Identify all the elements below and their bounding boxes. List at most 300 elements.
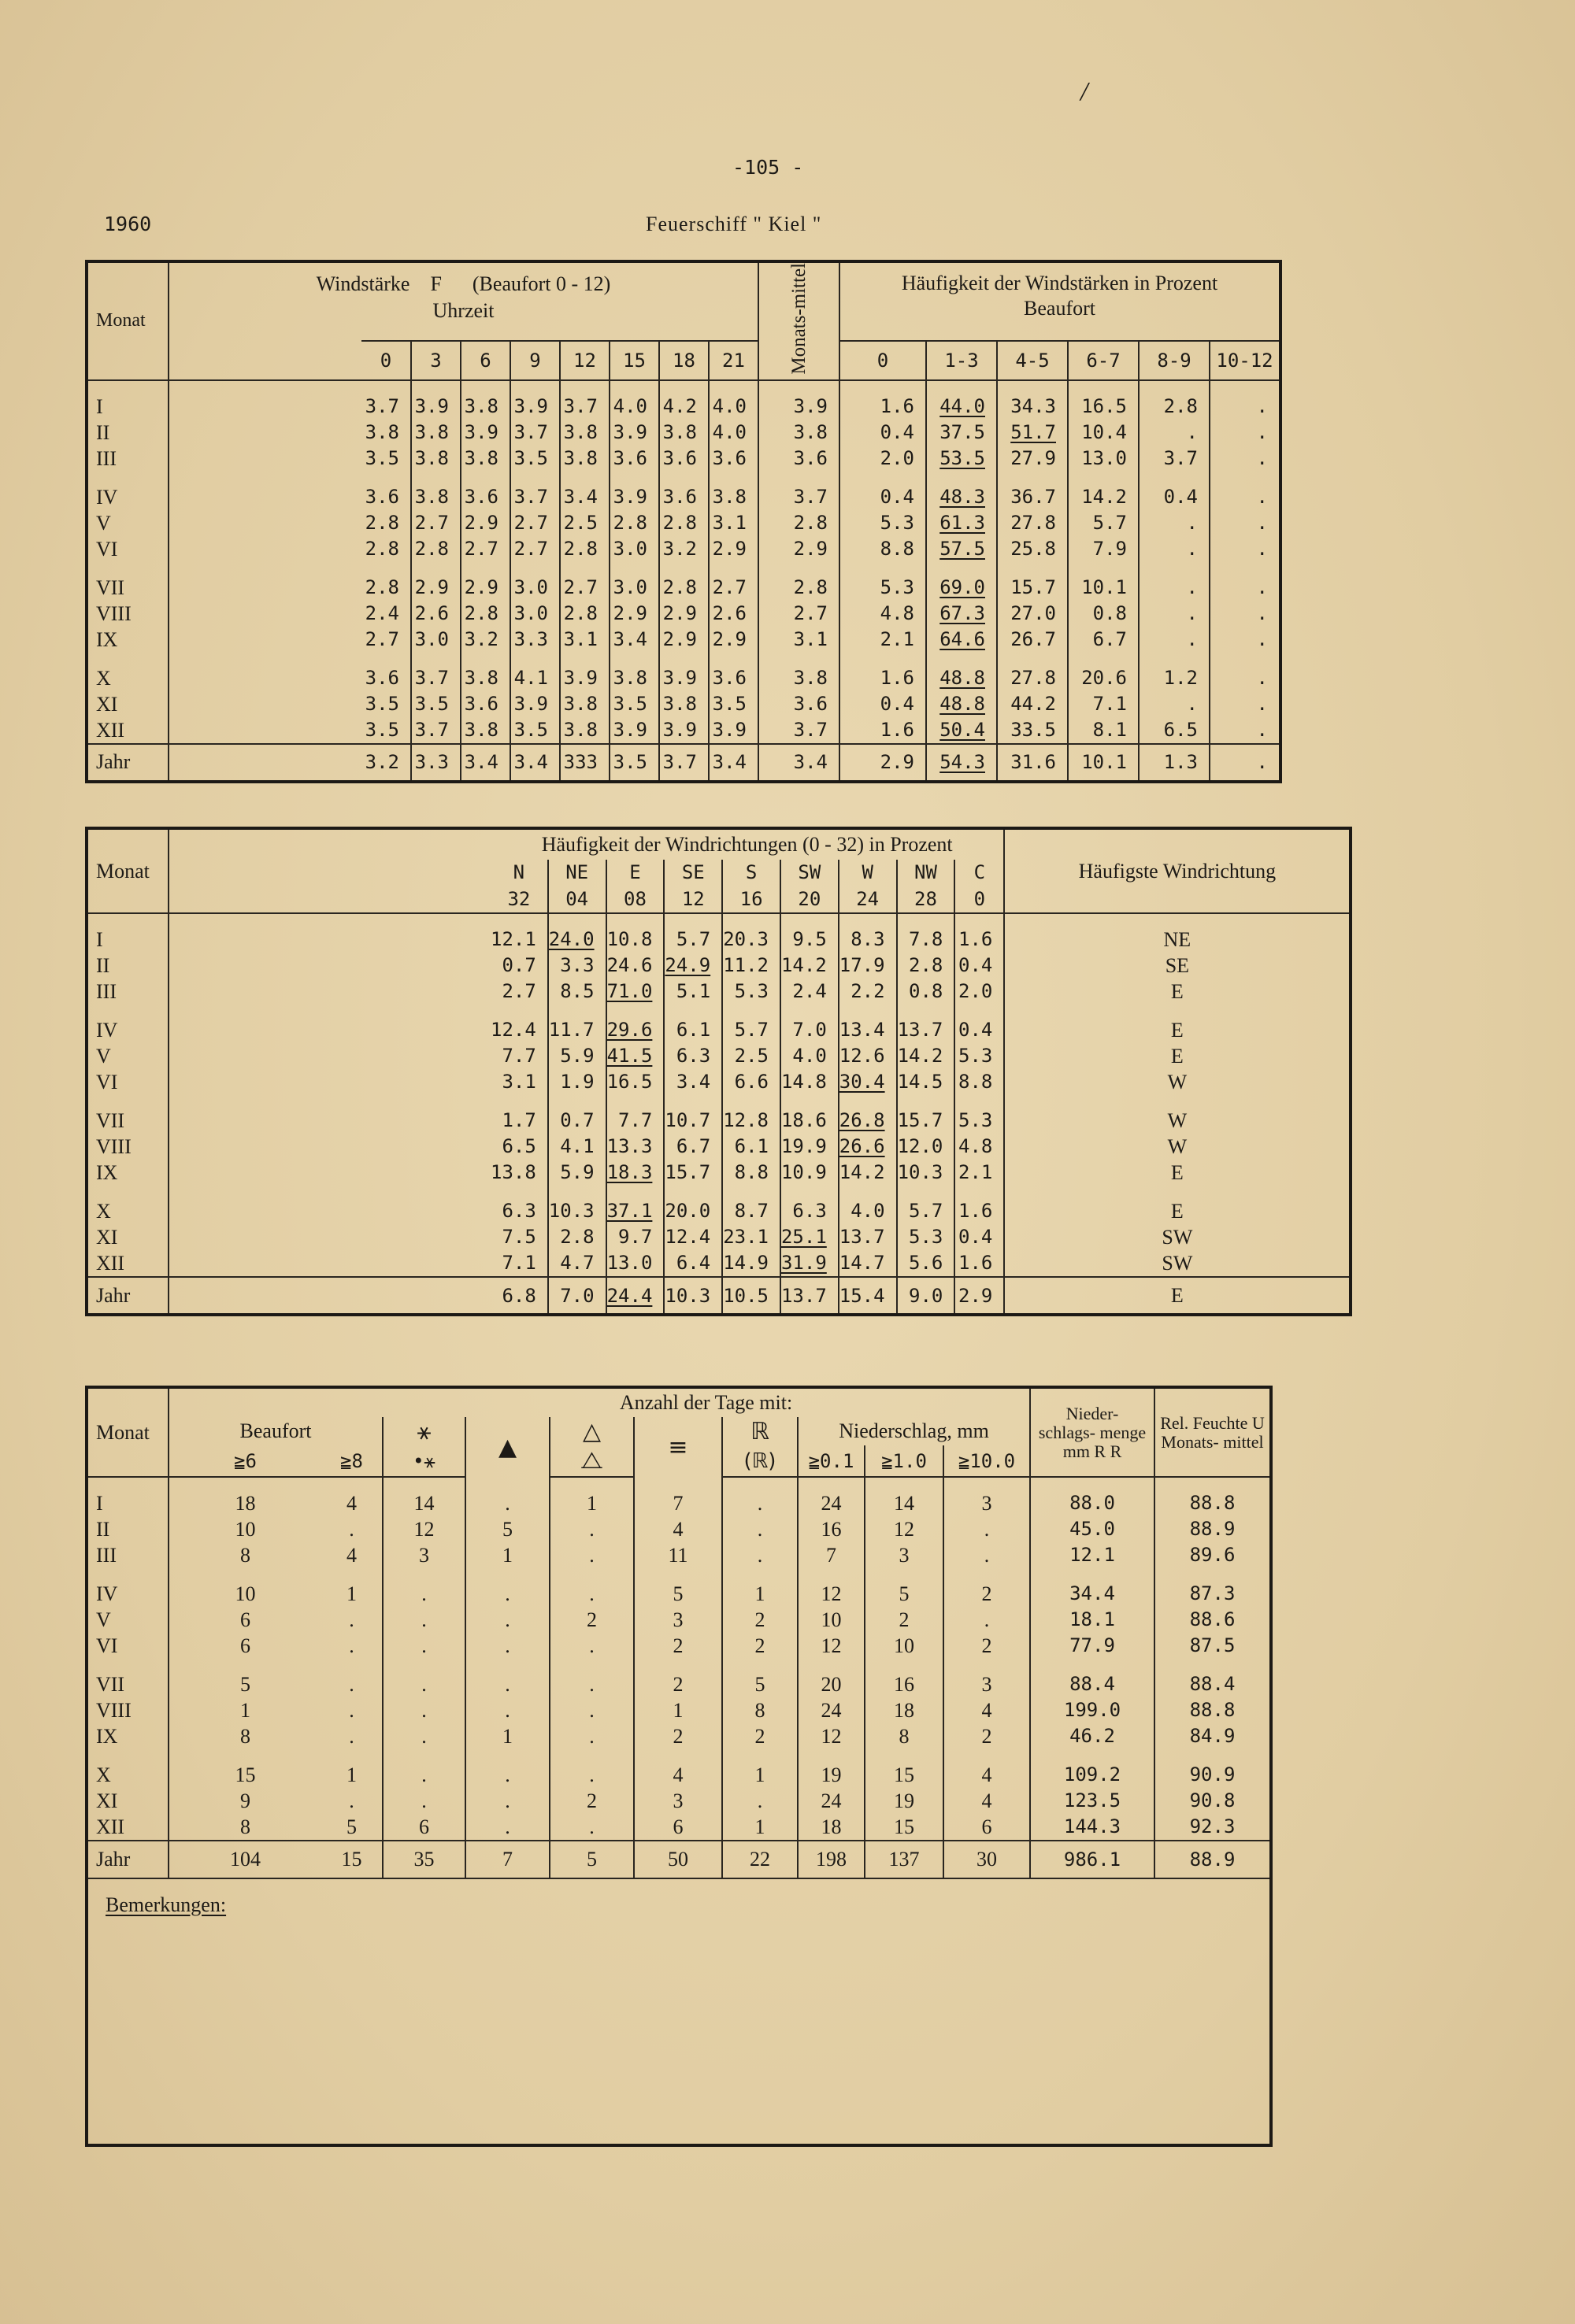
direction-text: 9.5 xyxy=(792,928,827,950)
direction-value xyxy=(548,1224,606,1250)
day-count-value: 2 xyxy=(634,1723,722,1749)
beaufort-ge8: ≧8 xyxy=(321,1445,383,1477)
day-count-value: . xyxy=(550,1542,634,1568)
direction-text: 13.4 xyxy=(839,1019,885,1041)
wind-speed-value: 3.5 xyxy=(610,691,659,717)
spacer-cell xyxy=(169,601,361,627)
speed-freq-value xyxy=(1139,627,1210,653)
direction-value xyxy=(548,1095,606,1134)
month-label: VIII xyxy=(87,1697,169,1723)
days-row xyxy=(87,1542,1271,1568)
wind-speed-value: 3.5 xyxy=(365,692,399,715)
wind-speed-value: 3.2 xyxy=(461,627,510,653)
day-count-value: . xyxy=(383,1568,465,1607)
month-label: IV xyxy=(87,1005,169,1043)
direction-value xyxy=(897,1224,955,1250)
day-count-value: . xyxy=(465,1749,550,1788)
monthly-mean-value: 3.6 xyxy=(758,446,839,472)
day-count-value: 10 xyxy=(235,1582,256,1605)
speed-freq-year-value xyxy=(1139,744,1210,782)
day-count-value: . xyxy=(383,1723,465,1749)
wind-speed-value: 2.7 xyxy=(461,536,510,562)
day-count-value: 2 xyxy=(722,1633,798,1659)
day-count-value: 18 xyxy=(235,1492,256,1515)
direction-text: 2.5 xyxy=(734,1045,769,1067)
monthly-mean-value: 3.8 xyxy=(758,653,839,691)
hour-header: 18 xyxy=(659,341,709,380)
speed-freq-value xyxy=(1210,536,1280,562)
day-count-value: 12 xyxy=(383,1516,465,1542)
direction-code: 24 xyxy=(839,885,897,913)
direction-text: 10.9 xyxy=(780,1161,827,1183)
day-count-value: 1 xyxy=(240,1699,250,1722)
humidity-value: 88.6 xyxy=(1154,1607,1271,1633)
speed-freq-value xyxy=(1210,420,1280,446)
direction-year-row xyxy=(87,1277,1351,1315)
day-count-value: 2 xyxy=(943,1723,1030,1749)
precip-threshold-2: ≧1.0 xyxy=(865,1445,943,1477)
day-count-value: 2 xyxy=(722,1607,798,1633)
speed-freq-text: 15.7 xyxy=(1010,575,1056,598)
direction-value xyxy=(722,1095,780,1134)
direction-text: 11.7 xyxy=(548,1019,595,1041)
humidity-value: 88.8 xyxy=(1154,1697,1271,1723)
month-label: XII xyxy=(87,1814,169,1841)
speed-freq-text: 69.0 xyxy=(939,575,985,598)
header-spacer xyxy=(169,860,491,885)
direction-text: 0.4 xyxy=(958,954,993,976)
direction-year-value xyxy=(548,1277,606,1315)
monat-header: Monat xyxy=(87,261,169,380)
day-count-value: 3 xyxy=(634,1788,722,1814)
monthly-mean-year-value: 3.4 xyxy=(758,744,839,782)
precip-amount-header: Nieder- schlags- menge mm R R xyxy=(1030,1387,1154,1477)
wind-speed-value: 3.9 xyxy=(659,717,709,744)
spacer-cell xyxy=(169,1186,491,1224)
wind-speed-value: 3.2 xyxy=(659,536,709,562)
wind-speed-value: 2.8 xyxy=(365,511,399,534)
days-row xyxy=(87,1659,1271,1697)
direction-value xyxy=(664,1224,722,1250)
direction-text: 6.1 xyxy=(676,1019,711,1041)
speed-freq-text: . xyxy=(1256,394,1268,417)
direction-value xyxy=(722,953,780,979)
day-count-value: . xyxy=(465,1697,550,1723)
speed-freq-value xyxy=(839,446,926,472)
direction-year-value xyxy=(954,1277,1004,1315)
direction-text: 4.7 xyxy=(560,1252,595,1274)
speed-freq-value xyxy=(1139,536,1210,562)
direction-value xyxy=(897,979,955,1005)
wind-direction-row xyxy=(87,1069,1351,1095)
wind-speed-value: 3.0 xyxy=(411,627,461,653)
day-count-value: 10 xyxy=(865,1633,943,1659)
spacer-cell xyxy=(169,562,361,601)
speed-freq-text: . xyxy=(1186,601,1198,624)
wind-speed-value: 3.7 xyxy=(510,420,560,446)
day-count-year-value: 7 xyxy=(465,1841,550,1878)
day-count-value: 5 xyxy=(634,1568,722,1607)
day-count-value: 2 xyxy=(550,1788,634,1814)
direction-value xyxy=(664,913,722,953)
day-count-value: . xyxy=(465,1568,550,1607)
wind-speed-value: 3.8 xyxy=(411,472,461,510)
speed-freq-text: 27.9 xyxy=(1010,446,1056,469)
month-label: IV xyxy=(87,1568,169,1607)
wind-speed-value: 3.5 xyxy=(365,446,399,469)
humidity-header: Rel. Feuchte U Monats- mittel xyxy=(1154,1387,1271,1477)
spacer-cell xyxy=(169,1224,491,1250)
day-count-value: 8 xyxy=(722,1697,798,1723)
speed-freq-year-text: 10.1 xyxy=(1081,751,1127,774)
wind-speed-value: 3.8 xyxy=(560,446,610,472)
hour-header: 21 xyxy=(709,341,758,380)
direction-value xyxy=(897,1134,955,1160)
wind-speed-table xyxy=(85,260,1282,783)
day-count-value: 24 xyxy=(798,1697,865,1723)
speed-freq-text: 13.0 xyxy=(1081,446,1127,469)
day-count-value: 12 xyxy=(798,1633,865,1659)
humidity-value: 90.9 xyxy=(1154,1749,1271,1788)
month-label: X xyxy=(87,1186,169,1224)
direction-text: 4.1 xyxy=(560,1135,595,1157)
direction-value xyxy=(606,1250,665,1277)
speed-freq-value xyxy=(839,717,926,744)
year-row-label: Jahr xyxy=(87,1841,169,1878)
direction-value xyxy=(548,979,606,1005)
day-count-value: . xyxy=(550,1516,634,1542)
direction-value xyxy=(722,1160,780,1186)
precip-threshold-1: ≧0.1 xyxy=(798,1445,865,1477)
spacer-cell xyxy=(169,1095,491,1134)
day-count-value: 10 xyxy=(798,1607,865,1633)
direction-value xyxy=(954,953,1004,979)
speed-freq-value xyxy=(1139,380,1210,420)
speed-freq-text: 26.7 xyxy=(1010,627,1056,650)
wind-speed-row xyxy=(87,627,1280,653)
day-count-value: 2 xyxy=(722,1723,798,1749)
speed-freq-value xyxy=(839,536,926,562)
month-label: I xyxy=(87,1477,169,1516)
direction-text: 1.6 xyxy=(958,1200,993,1222)
wind-speed-value: 2.8 xyxy=(461,601,510,627)
wind-speed-value: 3.9 xyxy=(560,653,610,691)
wind-speed-value: 3.4 xyxy=(560,472,610,510)
windstaerke-title: Windstärke F (Beaufort 0 - 12) xyxy=(316,272,611,295)
day-count-value: 6 xyxy=(383,1814,465,1841)
day-count-value: 8 xyxy=(865,1723,943,1749)
day-count-value: . xyxy=(465,1633,550,1659)
wind-speed-value: 3.8 xyxy=(461,653,510,691)
speed-freq-value xyxy=(1068,562,1139,601)
speed-freq-text: 1.6 xyxy=(880,394,914,417)
day-count-value: . xyxy=(383,1607,465,1633)
wind-speed-value: 2.6 xyxy=(709,601,758,627)
speed-freq-value xyxy=(997,627,1068,653)
direction-text: 19.9 xyxy=(780,1135,827,1157)
wind-speed-row xyxy=(87,653,1280,691)
sleet-icon: •⚹ xyxy=(383,1445,465,1477)
speed-freq-value xyxy=(1068,446,1139,472)
direction-text: 12.8 xyxy=(723,1109,769,1131)
speed-freq-text: . xyxy=(1256,420,1268,443)
direction-text: 11.2 xyxy=(723,954,769,976)
wind-speed-value: 3.8 xyxy=(411,420,461,446)
speed-freq-value xyxy=(839,420,926,446)
wind-direction-row xyxy=(87,1005,1351,1043)
direction-text: 13.0 xyxy=(606,1252,653,1274)
day-count-value: 5 xyxy=(240,1673,250,1696)
direction-text: 23.1 xyxy=(723,1226,769,1248)
wind-speed-value: 3.7 xyxy=(411,717,461,744)
day-count-value: . xyxy=(349,1673,354,1696)
day-count-value: 12 xyxy=(798,1568,865,1607)
direction-text: 24.9 xyxy=(665,954,711,976)
day-count-value: . xyxy=(349,1518,354,1541)
month-label: XII xyxy=(87,717,169,744)
distant-thunder-icon: (ℝ) xyxy=(722,1445,798,1477)
speed-freq-value xyxy=(926,562,997,601)
speed-freq-text: 53.5 xyxy=(939,446,985,469)
speed-freq-value xyxy=(1068,510,1139,536)
days-row xyxy=(87,1633,1271,1659)
direction-text: 14.7 xyxy=(839,1252,885,1274)
wind-direction-row xyxy=(87,953,1351,979)
direction-value xyxy=(954,1224,1004,1250)
speed-freq-value xyxy=(926,510,997,536)
wind-speed-value: 2.8 xyxy=(659,562,709,601)
day-count-value: 14 xyxy=(383,1477,465,1516)
day-count-value: 4 xyxy=(943,1749,1030,1788)
month-label: VIII xyxy=(87,1134,169,1160)
speed-freq-text: . xyxy=(1256,537,1268,560)
direction-code: 12 xyxy=(664,885,722,913)
spacer-cell xyxy=(169,744,361,782)
direction-text: 24.0 xyxy=(548,928,595,950)
speed-freq-value xyxy=(997,420,1068,446)
day-count-value: 6 xyxy=(240,1634,250,1657)
wind-direction-row xyxy=(87,1160,1351,1186)
direction-text: 26.6 xyxy=(839,1135,885,1157)
direction-text: 37.1 xyxy=(606,1200,653,1222)
day-count-value: 3 xyxy=(634,1607,722,1633)
spacer-cell xyxy=(169,1043,491,1069)
days-row xyxy=(87,1814,1271,1841)
day-count-value: . xyxy=(550,1723,634,1749)
wind-speed-value: 3.6 xyxy=(365,666,399,689)
day-count-value: 5 xyxy=(722,1659,798,1697)
direction-header: NE xyxy=(548,860,606,885)
humidity-year-value: 88.9 xyxy=(1154,1841,1271,1878)
day-count-year-value: 104 xyxy=(169,1841,321,1878)
direction-text: 5.7 xyxy=(909,1200,943,1222)
day-count-value: . xyxy=(465,1607,550,1633)
direction-title: Häufigkeit der Windrichtungen (0 - 32) in Prozent xyxy=(491,828,1004,860)
precip-amount-value: 12.1 xyxy=(1030,1542,1154,1568)
direction-value xyxy=(897,1069,955,1095)
day-count-value: . xyxy=(465,1659,550,1697)
day-count-value: 2 xyxy=(550,1607,634,1633)
speed-freq-year-value xyxy=(1068,744,1139,782)
wind-speed-year-value: 3.4 xyxy=(461,744,510,782)
direction-text: 12.0 xyxy=(897,1135,943,1157)
day-count-value: 3 xyxy=(383,1542,465,1568)
uhrzeit-label: Uhrzeit xyxy=(432,299,495,322)
days-row xyxy=(87,1788,1271,1814)
hour-header: 6 xyxy=(461,341,510,380)
month-label: VII xyxy=(87,1659,169,1697)
direction-header: NW xyxy=(897,860,955,885)
speed-freq-text: . xyxy=(1256,718,1268,741)
direction-value xyxy=(491,1250,548,1277)
speed-freq-value xyxy=(926,472,997,510)
direction-year-text: 10.5 xyxy=(723,1284,769,1307)
direction-value xyxy=(548,1069,606,1095)
wind-speed-value: 3.5 xyxy=(510,446,560,472)
direction-text: 30.4 xyxy=(839,1071,885,1093)
wind-speed-value: 2.9 xyxy=(659,601,709,627)
day-count-value: 1 xyxy=(722,1568,798,1607)
monat-header-3: Monat xyxy=(87,1387,169,1477)
month-label: II xyxy=(87,420,169,446)
direction-value xyxy=(664,1250,722,1277)
speed-freq-year-text: 54.3 xyxy=(939,751,985,774)
wind-speed-value: 2.7 xyxy=(510,536,560,562)
days-row xyxy=(87,1607,1271,1633)
speed-freq-year-value xyxy=(926,744,997,782)
humidity-value: 88.4 xyxy=(1154,1659,1271,1697)
wind-speed-year-value: 3.5 xyxy=(610,744,659,782)
day-count-value: . xyxy=(722,1477,798,1516)
direction-value xyxy=(491,913,548,953)
day-count-value: 1 xyxy=(722,1814,798,1841)
direction-text: 6.1 xyxy=(734,1135,769,1157)
direction-value xyxy=(897,1250,955,1277)
days-row xyxy=(87,1568,1271,1607)
direction-value xyxy=(897,1160,955,1186)
direction-value xyxy=(664,1069,722,1095)
direction-text: 3.4 xyxy=(676,1071,711,1093)
freq-class-header: 1-3 xyxy=(926,341,997,380)
beaufort-ge6: ≧6 xyxy=(169,1445,321,1477)
direction-text: 0.4 xyxy=(958,1019,993,1041)
speed-freq-year-value xyxy=(1210,744,1280,782)
precip-amount-year-value: 986.1 xyxy=(1030,1841,1154,1878)
speed-freq-value xyxy=(1139,420,1210,446)
direction-text: 4.0 xyxy=(850,1200,885,1222)
direction-value xyxy=(722,979,780,1005)
day-count-value: 12 xyxy=(798,1723,865,1749)
direction-value xyxy=(780,1134,839,1160)
speed-freq-value xyxy=(997,472,1068,510)
speed-freq-text: 48.8 xyxy=(939,666,985,689)
direction-value xyxy=(722,1134,780,1160)
direction-text: 7.7 xyxy=(618,1109,653,1131)
spacer-cell xyxy=(169,510,361,536)
day-count-value: 19 xyxy=(798,1749,865,1788)
most-frequent-header: Häufigste Windrichtung xyxy=(1004,828,1351,913)
direction-value xyxy=(664,979,722,1005)
remarks-label: Bemerkungen: xyxy=(106,1893,227,1916)
monthly-mean-value: 3.8 xyxy=(758,420,839,446)
direction-text: 4.0 xyxy=(792,1045,827,1067)
direction-text: 5.3 xyxy=(958,1045,993,1067)
hail-icon: ▲ xyxy=(465,1417,550,1477)
hour-header: 3 xyxy=(411,341,461,380)
speed-freq-value xyxy=(839,472,926,510)
freq-title: Häufigkeit der Windstärken in Prozent xyxy=(901,272,1218,294)
spacer-cell xyxy=(169,953,491,979)
wind-speed-row xyxy=(87,536,1280,562)
speed-freq-value xyxy=(926,627,997,653)
hour-header: 0 xyxy=(361,341,411,380)
day-count-value: 15 xyxy=(865,1749,943,1788)
wind-speed-year-value: 333 xyxy=(560,744,610,782)
direction-value xyxy=(548,953,606,979)
precip-amount-value: 88.4 xyxy=(1030,1659,1154,1697)
direction-text: 2.0 xyxy=(958,980,993,1002)
speed-freq-value xyxy=(926,691,997,717)
direction-value xyxy=(548,1005,606,1043)
precip-threshold-3: ≧10.0 xyxy=(943,1445,1030,1477)
day-count-value: 20 xyxy=(798,1659,865,1697)
wind-speed-value: 2.7 xyxy=(560,562,610,601)
direction-code: 16 xyxy=(722,885,780,913)
day-count-value: 1 xyxy=(550,1477,634,1516)
freq-subtitle: Beaufort xyxy=(1024,297,1095,320)
day-count-value: 24 xyxy=(798,1788,865,1814)
speed-freq-value xyxy=(997,691,1068,717)
month-label: IX xyxy=(87,1723,169,1749)
wind-speed-value: 3.5 xyxy=(365,718,399,741)
direction-text: 8.7 xyxy=(734,1200,769,1222)
wind-speed-value: 3.0 xyxy=(510,601,560,627)
day-count-value: 9 xyxy=(240,1789,250,1812)
speed-freq-text: . xyxy=(1186,627,1198,650)
day-count-value: . xyxy=(722,1516,798,1542)
day-count-value: 18 xyxy=(865,1697,943,1723)
direction-year-text: 15.4 xyxy=(839,1284,885,1307)
wind-speed-value: 3.9 xyxy=(411,380,461,420)
direction-value xyxy=(606,1005,665,1043)
speed-freq-text: . xyxy=(1186,511,1198,534)
direction-text: 2.8 xyxy=(560,1226,595,1248)
wind-speed-value: 2.8 xyxy=(610,510,659,536)
direction-value xyxy=(491,1160,548,1186)
wind-speed-value: 2.9 xyxy=(709,627,758,653)
wind-direction-row xyxy=(87,1224,1351,1250)
speed-freq-text: 0.4 xyxy=(880,420,914,443)
direction-value xyxy=(954,1043,1004,1069)
spacer-cell xyxy=(169,913,491,953)
day-count-value: . xyxy=(349,1789,354,1812)
wind-speed-value: 4.0 xyxy=(709,420,758,446)
direction-value xyxy=(548,913,606,953)
day-count-year-value: 15 xyxy=(321,1841,383,1878)
day-count-value: 2 xyxy=(943,1568,1030,1607)
direction-value xyxy=(839,1069,897,1095)
speed-freq-value xyxy=(1068,380,1139,420)
direction-text: 31.9 xyxy=(780,1252,827,1274)
hour-header: 9 xyxy=(510,341,560,380)
humidity-value: 88.8 xyxy=(1154,1477,1271,1516)
direction-text: 15.7 xyxy=(897,1109,943,1131)
direction-value xyxy=(606,979,665,1005)
humidity-value: 90.8 xyxy=(1154,1788,1271,1814)
wind-speed-value: 3.1 xyxy=(560,627,610,653)
speed-freq-year-text: 1.3 xyxy=(1163,751,1198,774)
direction-value xyxy=(839,913,897,953)
